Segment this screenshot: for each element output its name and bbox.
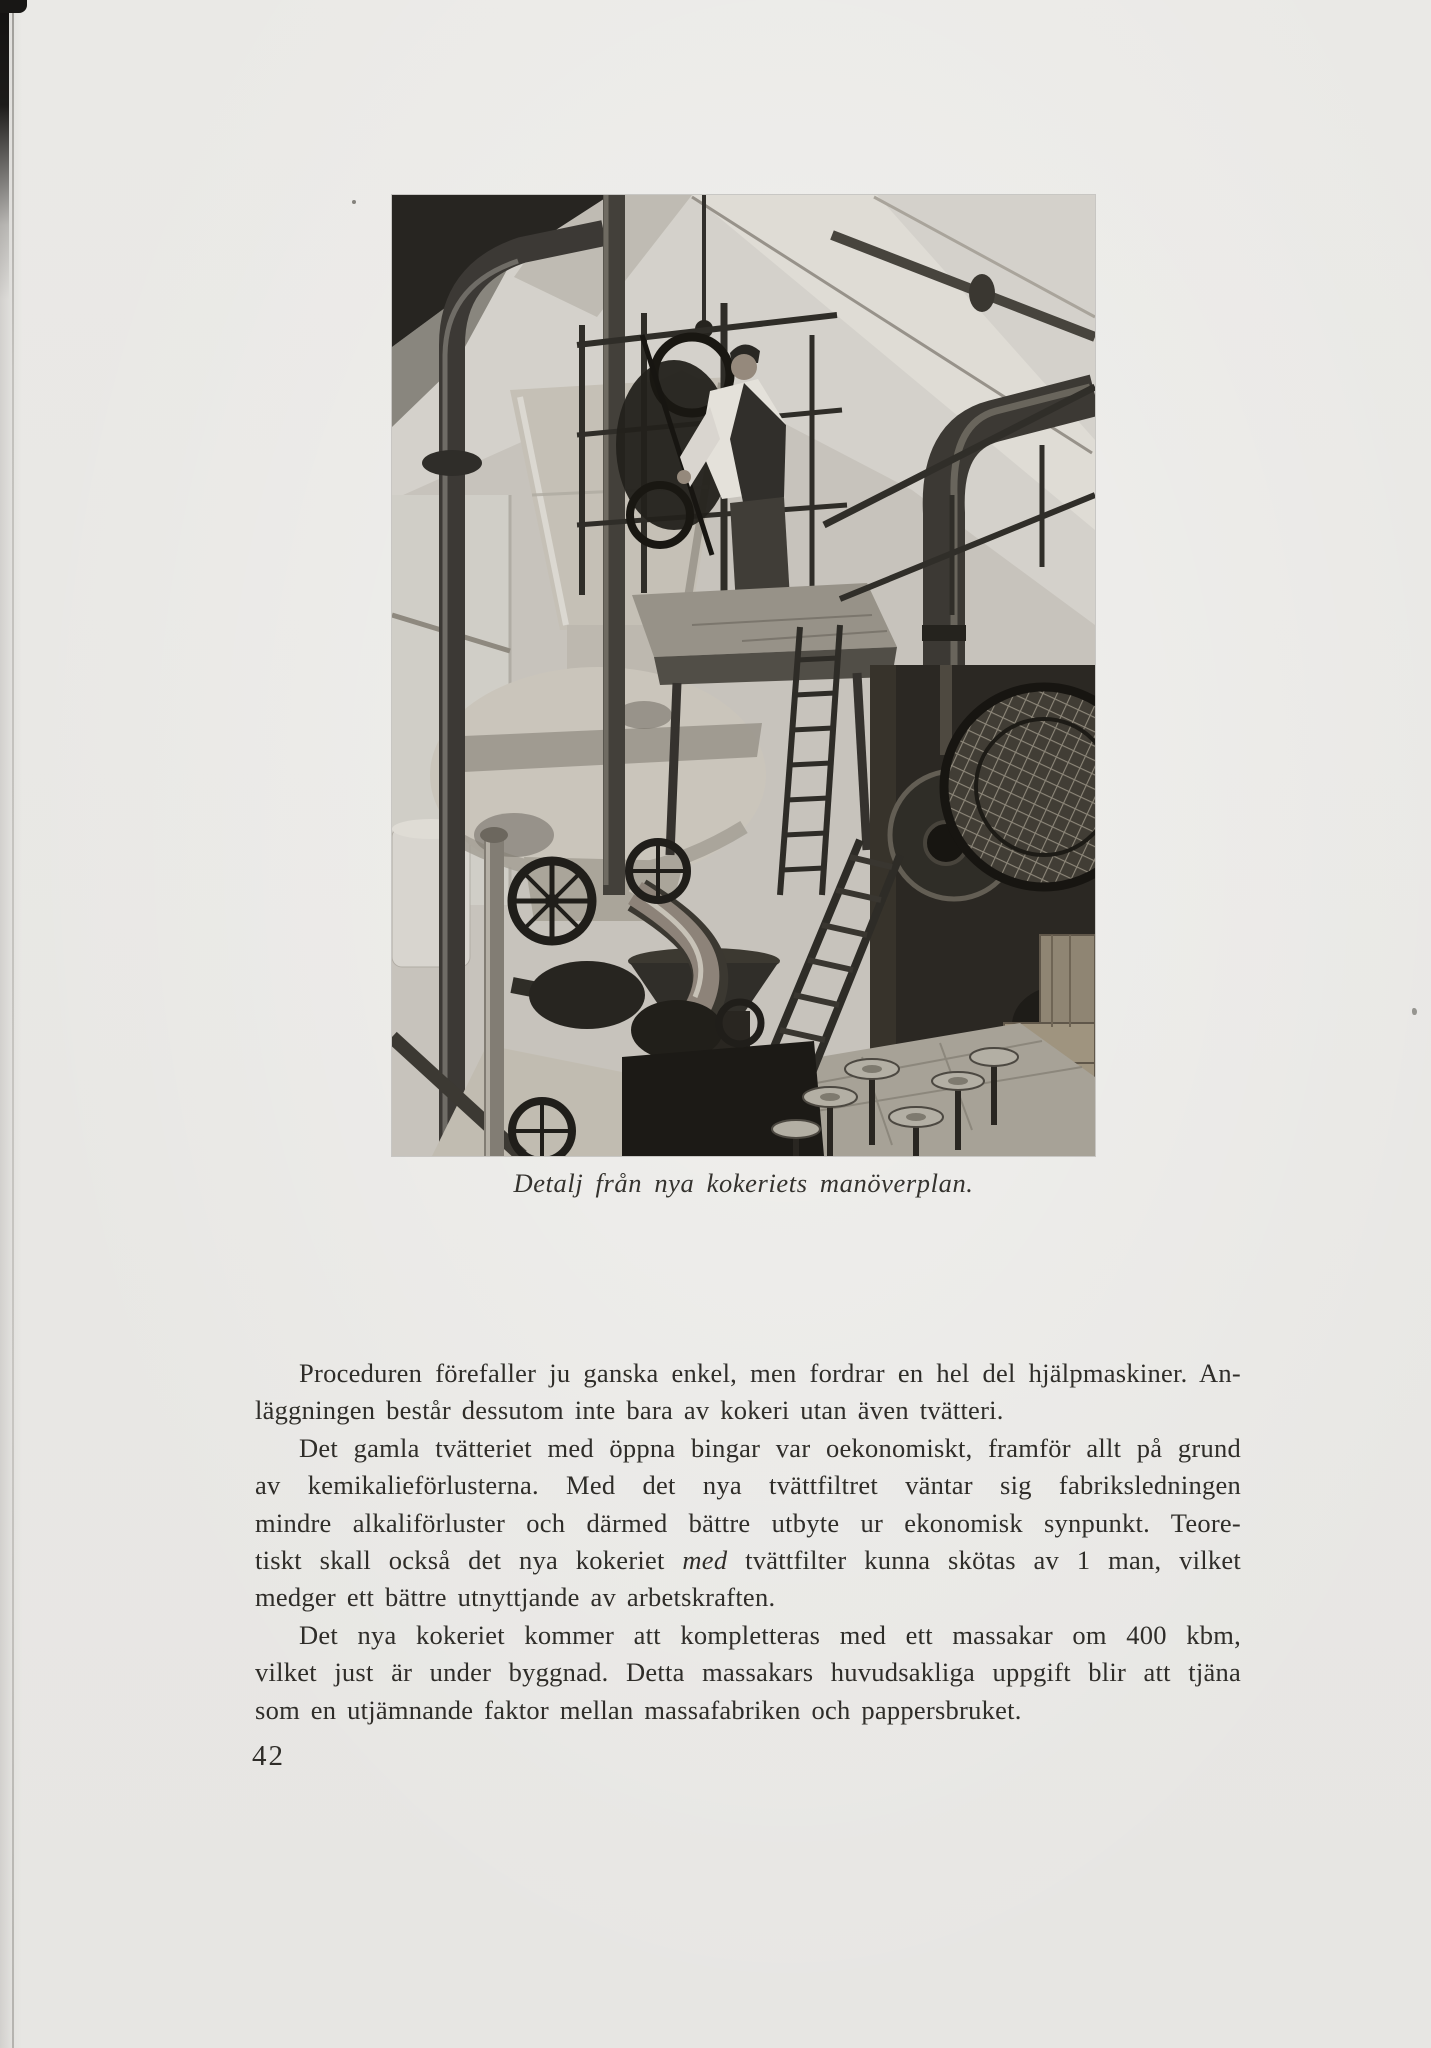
body-text-line: mindre alkaliförluster och därmed bättre utbyte ur ekonomisk synpunkt. Teore- (255, 1507, 1241, 1538)
scan-corner-artifact-top (0, 0, 27, 13)
scan-speck (1412, 1008, 1417, 1015)
body-text-line: Det gamla tvätteriet med öppna bingar var oekonomiskt, framför allt på grund (299, 1432, 1241, 1463)
photo-caption: Detalj från nya kokeriets manöverplan. (513, 1168, 974, 1198)
body-text-line: av kemikalieförlusterna. Med det nya tvättfiltret väntar sig fabriksledningen (255, 1470, 1241, 1501)
body-text (255, 1355, 1241, 1729)
scan-speck (352, 200, 356, 204)
page-edge-line (12, 0, 14, 2048)
cookery-photo-illustration (392, 195, 1095, 1156)
body-text-line: som en utjämnande faktor mellan massafabriken och pappersbruket. (255, 1694, 1022, 1725)
body-text-line: läggningen består dessutom inte bara av kokeri utan även tvätteri. (255, 1395, 1004, 1426)
photo-figure (392, 195, 1095, 1156)
body-text-line: tiskt skall också det nya kokeriet med tvättfilter kunna skötas av 1 man, vilket (255, 1544, 1241, 1575)
body-text-line: Proceduren förefaller ju ganska enkel, men fordrar en hel del hjälpmaskiner. An- (299, 1358, 1241, 1388)
body-text-line: medger ett bättre utnyttjande av arbetskraften. (255, 1582, 776, 1613)
book-gutter-shadow (0, 0, 22, 2048)
scan-corner-artifact (0, 0, 9, 300)
page-number: 42 (252, 1740, 285, 1772)
body-text-line: vilket just är under byggnad. Detta massakars huvudsakliga uppgift blir att tjäna (255, 1657, 1241, 1688)
body-text-line: Det nya kokeriet kommer att kompletteras med ett massakar om 400 kbm, (299, 1619, 1241, 1650)
